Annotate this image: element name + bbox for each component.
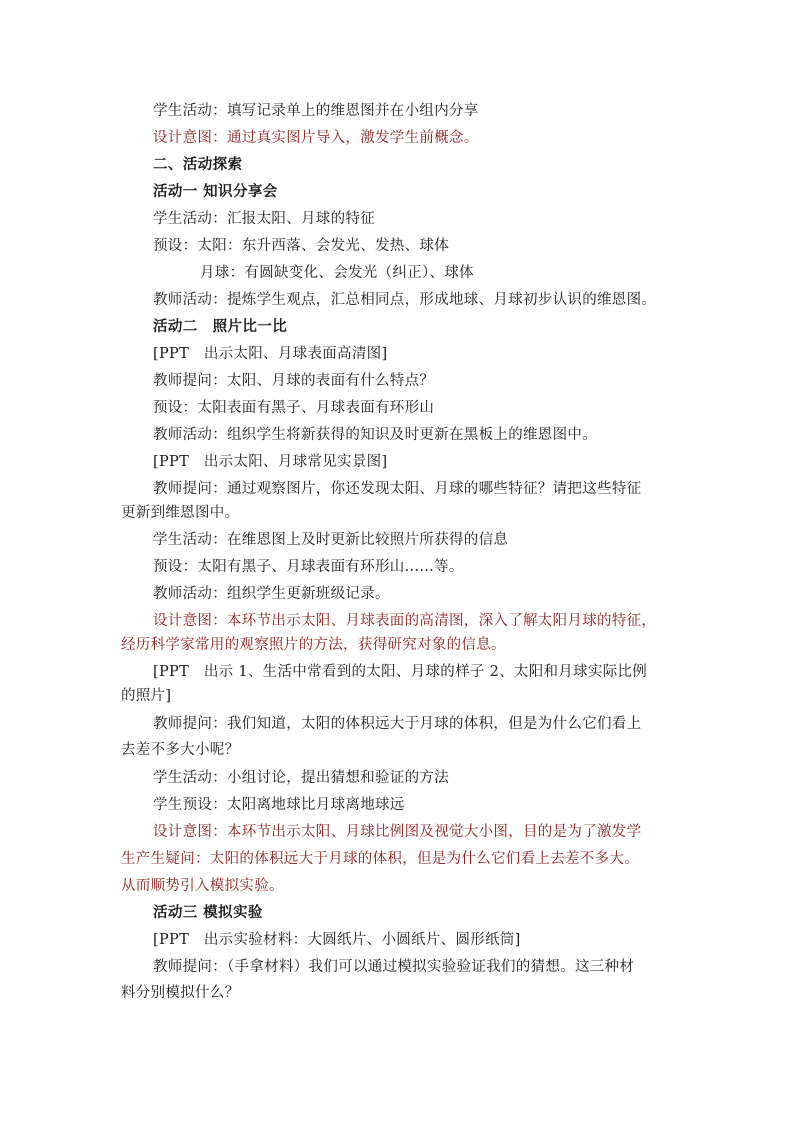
preset-surface: 预设：太阳表面有黑子、月球表面有环形山 bbox=[153, 400, 435, 416]
activity-two-heading: 活动二 照片比一比 bbox=[153, 319, 288, 335]
preset-sun: 预设：太阳：东升西落、会发光、发热、球体 bbox=[153, 238, 449, 254]
teacher-question-surface: 教师提问：太阳、月球的表面有什么特点？ bbox=[153, 373, 435, 389]
student-activity-fill-record: 学生活动：填写记录单上的维恩图并在小组内分享 bbox=[153, 103, 479, 119]
ppt-real-scenes: [PPT 出示太阳、月球常见实景图] bbox=[153, 454, 388, 470]
preset-sunspots: 预设：太阳有黑子、月球表面有环形山......等。 bbox=[153, 559, 464, 575]
teacher-question-size-cont: 去差不多大小呢？ bbox=[121, 742, 240, 758]
teacher-activity-class-record: 教师活动：组织学生更新班级记录。 bbox=[153, 586, 390, 602]
ppt-surface-images: [PPT 出示太阳、月球表面高清图] bbox=[153, 346, 388, 362]
design-intent-simulation-cont1: 生产生疑问：太阳的体积远大于月球的体积，但是为什么它们看上去差不多大。 bbox=[121, 851, 639, 867]
activity-three-heading: 活动三 模拟实验 bbox=[153, 905, 263, 921]
design-intent-photos: 设计意图：本环节出示太阳、月球表面的高清图，深入了解太阳月球的特征， bbox=[153, 613, 657, 629]
teacher-question-materials: 教师提问：（手拿材料）我们可以通过模拟实验验证我们的猜想。这三种材 bbox=[153, 959, 635, 975]
section-heading-activity-explore: 二、活动探索 bbox=[153, 157, 243, 173]
student-activity-update-venn: 学生活动：在维恩图上及时更新比较照片所获得的信息 bbox=[153, 532, 509, 548]
teacher-question-features-cont: 更新到维恩图中。 bbox=[121, 505, 240, 521]
preset-moon: 月球：有圆缺变化、会发光（纠正）、球体 bbox=[200, 265, 474, 281]
ppt-size-comparison: [PPT 出示 1、生活中常看到的太阳、月球的样子 2、太阳和月球实际比例 bbox=[153, 664, 648, 680]
student-activity-report: 学生活动：汇报太阳、月球的特征 bbox=[153, 211, 375, 227]
student-activity-discuss: 学生活动：小组讨论，提出猜想和验证的方法 bbox=[153, 770, 449, 786]
teacher-question-materials-cont: 料分别模拟什么？ bbox=[121, 985, 240, 1001]
teacher-question-features: 教师提问：通过观察图片，你还发现太阳、月球的哪些特征？请把这些特征 bbox=[153, 481, 642, 497]
design-intent-simulation-cont2: 从而顺势引入模拟实验。 bbox=[121, 878, 284, 894]
teacher-activity-update: 教师活动：组织学生将新获得的知识及时更新在黑板上的维恩图中。 bbox=[153, 427, 597, 443]
ppt-size-comparison-cont: 的照片] bbox=[121, 688, 172, 704]
ppt-materials: [PPT 出示实验材料：大圆纸片、小圆纸片、圆形纸筒] bbox=[153, 932, 521, 948]
design-intent-intro: 设计意图：通过真实图片导入，激发学生前概念。 bbox=[153, 130, 479, 146]
design-intent-simulation: 设计意图：本环节出示太阳、月球比例图及视觉大小图，目的是为了激发学 bbox=[153, 824, 642, 840]
design-intent-photos-cont: 经历科学家常用的观察照片的方法，获得研究对象的信息。 bbox=[121, 637, 506, 653]
activity-one-heading: 活动一 知识分享会 bbox=[153, 184, 278, 200]
teacher-activity-venn: 教师活动：提炼学生观点，汇总相同点，形成地球、月球初步认识的维恩图。 bbox=[153, 292, 657, 308]
student-preset-distance: 学生预设：太阳离地球比月球离地球远 bbox=[153, 797, 405, 813]
teacher-question-size: 教师提问：我们知道，太阳的体积远大于月球的体积，但是为什么它们看上 bbox=[153, 716, 642, 732]
